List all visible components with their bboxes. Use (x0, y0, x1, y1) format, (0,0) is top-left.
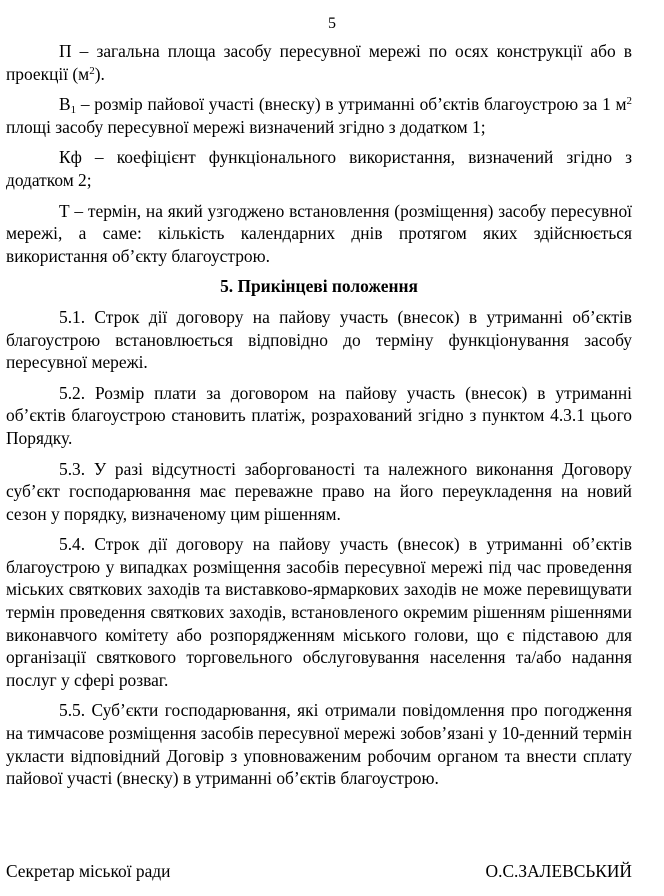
definition-b1-text: – розмір пайової участі (внеску) в утриманні об’єктів благоустрою за 1 м (76, 94, 627, 115)
definition-p-text: – загальна площа засобу пересувної мережі по осях конструкції або в проекції (м (6, 41, 632, 84)
definition-kf: Кф – коефіцієнт функціонального використання, визначений згідно з додатком 2; (6, 147, 632, 190)
clause-5-5: 5.5. Суб’єкти господарювання, які отримали повідомлення про погодження на тимчасове розміщення засобів пересувної мережі зобов’язані у 10-денний термін укласти відповідний Договір з уповноваженим робочим органом та внести сплату пайової участі (внеску) в утриманні об’єктів благоустрою. (6, 700, 632, 789)
definition-b1-text-end: площі засобу пересувної мережі визначений згідно з додатком 1; (6, 116, 486, 137)
page-number: 5 (328, 15, 336, 32)
definition-b1-sup: 2 (626, 95, 632, 108)
clause-5-2: 5.2. Розмір плати за договором на пайову участь (внесок) в утриманні об’єктів благоустрою становить платіж, розрахований згідно з пунктом 4.3.1 цього Порядку. (6, 382, 632, 448)
definition-p-sup: 2 (89, 64, 95, 77)
definition-b1-sub: 1 (70, 104, 77, 117)
definition-p (6, 40, 632, 85)
definition-p-text-end: ). (94, 63, 105, 84)
signature-block (6, 860, 632, 883)
definition-b1-symbol: В (59, 94, 71, 115)
clause-5-1: 5.1. Строк дії договору на пайову участь (внесок) в утриманні об’єктів благоустрою встановлюється відповідно до терміну функціонування засобу пересувної мережі. (6, 306, 632, 373)
definition-p-symbol: П (59, 41, 72, 61)
section-title: 5. Прикінцеві положення (220, 276, 418, 297)
document-body (6, 40, 632, 798)
signatory-position: Секретар міської ради (6, 861, 171, 881)
signatory-name: О.С.ЗАЛЕВСЬКИЙ (485, 861, 632, 881)
clause-5-4: 5.4. Строк дії договору на пайову участь (внесок) в утриманні об’єктів благоустрою у випадках розміщення засобів пересувної мережі під час проведення міських святкових заходів та виставково-ярмаркових заходів не може перевищувати термін проведення святкових заходів, встановленого окремим рішенням рішеннями виконавчого комітету або розпорядженням міського голови, що є підставою для організації святкового торговельного обслуговування населення та/або надання послуг у сфері розваг. (6, 534, 632, 690)
definition-b1 (6, 93, 632, 138)
definition-t: Т – термін, на який узгоджено встановлення (розміщення) засобу пересувної мережі, а саме: кількість календарних днів протягом яких здійснюється використання об’єкту благоустрою. (6, 200, 632, 266)
clause-5-3: 5.3. У разі відсутності заборгованості та належного виконання Договору суб’єкт господарювання має переважне право на його переукладення на новий сезон у порядку, визначеному цим рішенням. (6, 458, 632, 524)
